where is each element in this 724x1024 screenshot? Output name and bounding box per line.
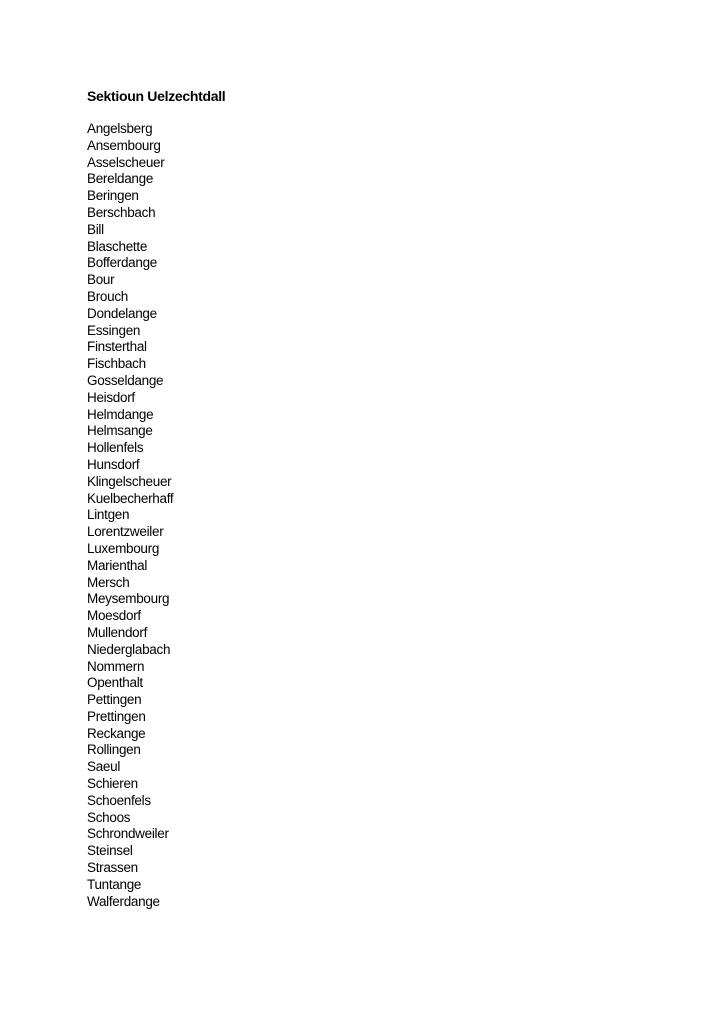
place-item: Finsterthal xyxy=(87,339,147,355)
place-item: Prettingen xyxy=(87,708,146,724)
place-item: Bofferdange xyxy=(87,255,158,271)
place-item: Mullendorf xyxy=(87,624,148,640)
place-item: Schoenfels xyxy=(87,792,151,808)
place-item: Brouch xyxy=(87,288,128,304)
place-item: Fischbach xyxy=(87,356,146,372)
place-item: Lorentzweiler xyxy=(87,524,164,540)
place-item: Openthalt xyxy=(87,675,143,691)
place-item: Heisdorf xyxy=(87,389,135,405)
place-item: Marienthal xyxy=(87,557,148,573)
place-item: Gosseldange xyxy=(87,372,164,388)
place-item: Moesdorf xyxy=(87,608,141,624)
place-item: Hollenfels xyxy=(87,440,144,456)
place-item: Blaschette xyxy=(87,238,148,254)
place-item: Strassen xyxy=(87,860,138,876)
place-item: Asselscheuer xyxy=(87,154,165,170)
place-item: Schieren xyxy=(87,776,138,792)
place-item: Ansembourg xyxy=(87,137,161,153)
place-item: Nommern xyxy=(87,658,145,674)
place-item: Walferdange xyxy=(87,893,160,909)
document-title: Sektioun Uelzechtdall xyxy=(87,88,226,104)
place-item: Bill xyxy=(87,221,104,237)
place-item: Klingelscheuer xyxy=(87,473,172,489)
place-item: Saeul xyxy=(87,759,121,775)
place-item: Helmdange xyxy=(87,406,154,422)
place-item: Rollingen xyxy=(87,742,141,758)
place-item: Meysembourg xyxy=(87,591,170,607)
place-item: Essingen xyxy=(87,322,141,338)
place-item: Pettingen xyxy=(87,692,142,708)
place-item: Bour xyxy=(87,272,115,288)
place-list xyxy=(87,121,173,910)
place-item: Kuelbecherhaff xyxy=(87,490,174,506)
place-item: Schrondweiler xyxy=(87,826,169,842)
place-item: Tuntange xyxy=(87,876,142,892)
place-item: Lintgen xyxy=(87,507,130,523)
place-item: Beringen xyxy=(87,188,139,204)
place-item: Reckange xyxy=(87,725,146,741)
place-item: Niederglabach xyxy=(87,641,171,657)
place-item: Angelsberg xyxy=(87,121,153,136)
place-item: Mersch xyxy=(87,574,130,590)
place-item: Dondelange xyxy=(87,305,157,321)
place-item: Schoos xyxy=(87,809,131,825)
place-item: Berschbach xyxy=(87,204,156,220)
place-item: Bereldange xyxy=(87,171,154,187)
place-item: Luxembourg xyxy=(87,540,160,556)
place-item: Steinsel xyxy=(87,843,133,859)
place-item: Hunsdorf xyxy=(87,456,140,472)
place-item: Helmsange xyxy=(87,423,153,439)
